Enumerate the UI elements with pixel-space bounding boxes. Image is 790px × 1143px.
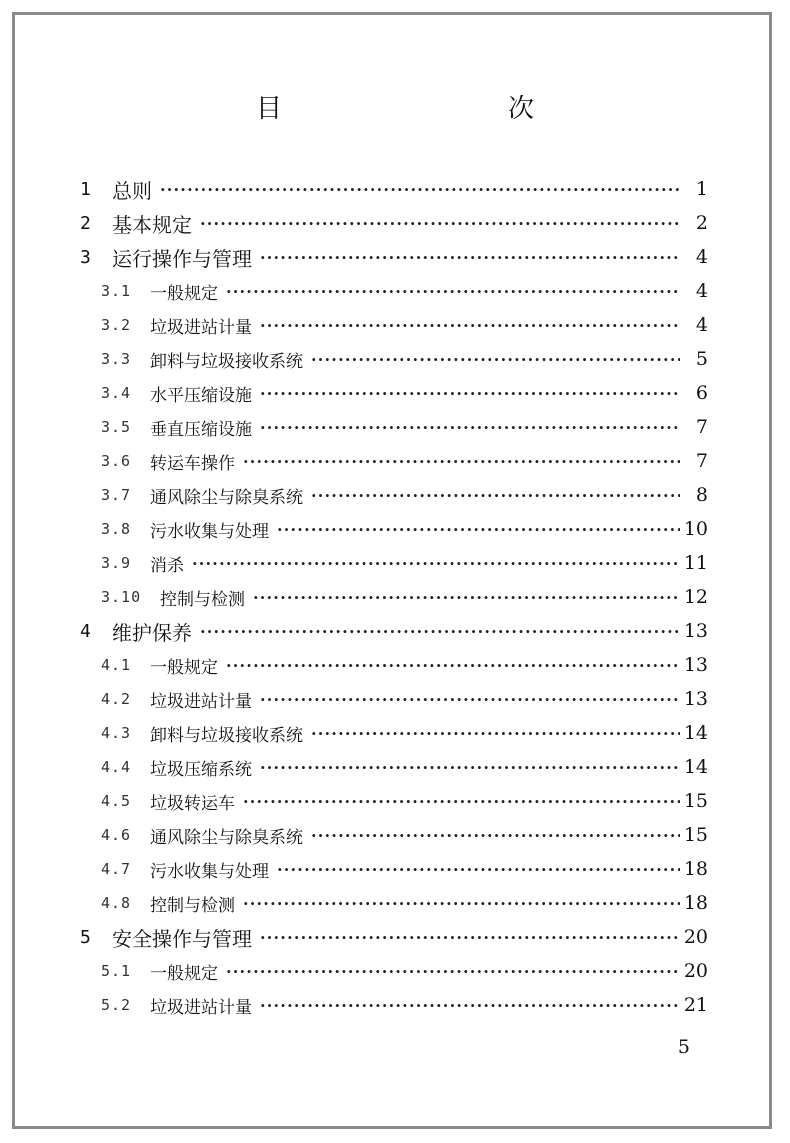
toc-entry-label: 一般规定 — [150, 283, 218, 304]
toc-entry-page: 20 — [683, 926, 708, 948]
toc-entry-page: 13 — [683, 688, 708, 710]
toc-entry-number: 4.1 — [101, 656, 132, 674]
toc-entry[interactable] — [0, 240, 790, 274]
toc-entry[interactable] — [0, 376, 790, 410]
toc-entry-label: 水平压缩设施 — [150, 385, 252, 406]
toc-entry-label: 通风除尘与除臭系统 — [150, 487, 303, 508]
toc-entry-number: 3.1 — [101, 282, 132, 300]
toc-dot-leader — [277, 852, 680, 886]
toc-entry-number: 5.1 — [101, 962, 132, 980]
toc-entry-page: 5 — [695, 348, 708, 370]
toc-entry-number: 3.7 — [101, 486, 132, 504]
toc-entry-page: 14 — [683, 756, 708, 778]
toc-entry-label: 总则 — [112, 178, 152, 203]
toc-entry-number: 4.4 — [101, 758, 132, 776]
toc-entry-page: 7 — [695, 416, 708, 438]
toc-entry[interactable] — [0, 852, 790, 886]
toc-entry[interactable] — [0, 682, 790, 716]
toc-dot-leader — [192, 546, 680, 580]
toc-dot-leader — [260, 750, 680, 784]
toc-entry[interactable] — [0, 444, 790, 478]
toc-entry-label: 控制与检测 — [160, 589, 245, 610]
toc-entry-page: 6 — [695, 382, 708, 404]
toc-entry-page: 14 — [683, 722, 708, 744]
toc-entry-page: 13 — [683, 654, 708, 676]
toc-entry-label: 垃圾进站计量 — [150, 691, 252, 712]
toc-entry-number: 2 — [80, 212, 91, 234]
toc-entry-label: 卸料与垃圾接收系统 — [150, 725, 303, 746]
toc-dot-leader — [260, 240, 680, 274]
toc-entry-label: 卸料与垃圾接收系统 — [150, 351, 303, 372]
toc-entry[interactable] — [0, 614, 790, 648]
toc-entry-number: 3.5 — [101, 418, 132, 436]
toc-dot-leader — [260, 308, 680, 342]
toc-dot-leader — [311, 818, 680, 852]
toc-dot-leader — [200, 614, 680, 648]
toc-entry[interactable] — [0, 886, 790, 920]
toc-entry-number: 3.3 — [101, 350, 132, 368]
toc-entry-label: 控制与检测 — [150, 895, 235, 916]
toc-dot-leader — [243, 886, 680, 920]
toc-entry-label: 转运车操作 — [150, 453, 235, 474]
toc-dot-leader — [260, 410, 680, 444]
toc-entry[interactable] — [0, 478, 790, 512]
toc-entry[interactable] — [0, 818, 790, 852]
toc-dot-leader — [226, 648, 680, 682]
toc-entry-number: 4.5 — [101, 792, 132, 810]
toc-entry[interactable] — [0, 716, 790, 750]
toc-entry-number: 1 — [80, 178, 91, 200]
toc-entry[interactable] — [0, 308, 790, 342]
toc-entry[interactable] — [0, 342, 790, 376]
toc-dot-leader — [260, 988, 680, 1022]
toc-dot-leader — [253, 580, 680, 614]
toc-dot-leader — [311, 342, 680, 376]
toc-entry-page: 13 — [683, 620, 708, 642]
toc-entry-page: 18 — [683, 892, 708, 914]
toc-entry-label: 垃圾进站计量 — [150, 317, 252, 338]
toc-entry-page: 12 — [683, 586, 708, 608]
toc-entry[interactable] — [0, 954, 790, 988]
toc-dot-leader — [277, 512, 680, 546]
toc-entry-number: 4.2 — [101, 690, 132, 708]
toc-entry-page: 15 — [683, 824, 708, 846]
toc-dot-leader — [243, 444, 680, 478]
toc-entry[interactable] — [0, 410, 790, 444]
toc-dot-leader — [200, 206, 680, 240]
toc-entry-page: 11 — [683, 552, 708, 574]
toc-entry-page: 2 — [695, 212, 708, 234]
toc-entry-label: 一般规定 — [150, 963, 218, 984]
toc-entry-number: 3.9 — [101, 554, 132, 572]
toc-entry-number: 4.8 — [101, 894, 132, 912]
toc-entry-label: 垃圾转运车 — [150, 793, 235, 814]
toc-entry[interactable] — [0, 172, 790, 206]
toc-dot-leader — [260, 376, 680, 410]
toc-dot-leader — [311, 716, 680, 750]
toc-entry-number: 4.6 — [101, 826, 132, 844]
footer-page-number: 5 — [677, 1036, 690, 1058]
toc-dot-leader — [226, 274, 680, 308]
toc-entry-page: 21 — [683, 994, 708, 1016]
toc-dot-leader — [226, 954, 680, 988]
toc-dot-leader — [260, 682, 680, 716]
toc-entry[interactable] — [0, 274, 790, 308]
toc-entry-label: 一般规定 — [150, 657, 218, 678]
toc-entry-page: 15 — [683, 790, 708, 812]
toc-entry-number: 5 — [80, 926, 91, 948]
toc-entry[interactable] — [0, 988, 790, 1022]
toc-entry-page: 20 — [683, 960, 708, 982]
toc-entry-page: 18 — [683, 858, 708, 880]
toc-entry[interactable] — [0, 784, 790, 818]
toc-entry-label: 污水收集与处理 — [150, 521, 269, 542]
toc-entry-page: 10 — [683, 518, 708, 540]
toc-entry-label: 维护保养 — [112, 620, 192, 645]
toc-entry-label: 消杀 — [150, 555, 184, 576]
toc-entry-page: 8 — [695, 484, 708, 506]
toc-entry-label: 垃圾进站计量 — [150, 997, 252, 1018]
toc-entry-number: 3.8 — [101, 520, 132, 538]
toc-entry[interactable] — [0, 920, 790, 954]
toc-entry-number: 4.7 — [101, 860, 132, 878]
toc-entry-number: 4.3 — [101, 724, 132, 742]
toc-entry-page: 7 — [695, 450, 708, 472]
toc-dot-leader — [311, 478, 680, 512]
toc-entry[interactable] — [0, 206, 790, 240]
toc-entry-number: 4 — [80, 620, 91, 642]
toc-entry-page: 4 — [695, 246, 708, 268]
toc-entry-label: 通风除尘与除臭系统 — [150, 827, 303, 848]
toc-entry-number: 3.4 — [101, 384, 132, 402]
toc-entry-number: 3.2 — [101, 316, 132, 334]
toc-entry-number: 3.10 — [101, 588, 142, 606]
toc-entry-number: 5.2 — [101, 996, 132, 1014]
toc-entry-label: 污水收集与处理 — [150, 861, 269, 882]
toc-entry[interactable] — [0, 546, 790, 580]
toc-entry[interactable] — [0, 648, 790, 682]
toc-entry-number: 3 — [80, 246, 91, 268]
toc-entry-page: 4 — [695, 280, 708, 302]
toc-entry[interactable] — [0, 580, 790, 614]
toc-dot-leader — [243, 784, 680, 818]
toc-entry-label: 垂直压缩设施 — [150, 419, 252, 440]
toc-entry-page: 1 — [695, 178, 708, 200]
page-title: 目 次 — [255, 94, 592, 124]
toc-entry-page: 4 — [695, 314, 708, 336]
toc-entry-label: 垃圾压缩系统 — [150, 759, 252, 780]
toc-entry-label: 运行操作与管理 — [112, 246, 252, 271]
toc-entry[interactable] — [0, 512, 790, 546]
toc-entry-label: 基本规定 — [112, 212, 192, 237]
toc-entry-label: 安全操作与管理 — [112, 926, 252, 951]
toc-dot-leader — [160, 172, 680, 206]
toc-entry-number: 3.6 — [101, 452, 132, 470]
toc-entry[interactable] — [0, 750, 790, 784]
toc-dot-leader — [260, 920, 680, 954]
